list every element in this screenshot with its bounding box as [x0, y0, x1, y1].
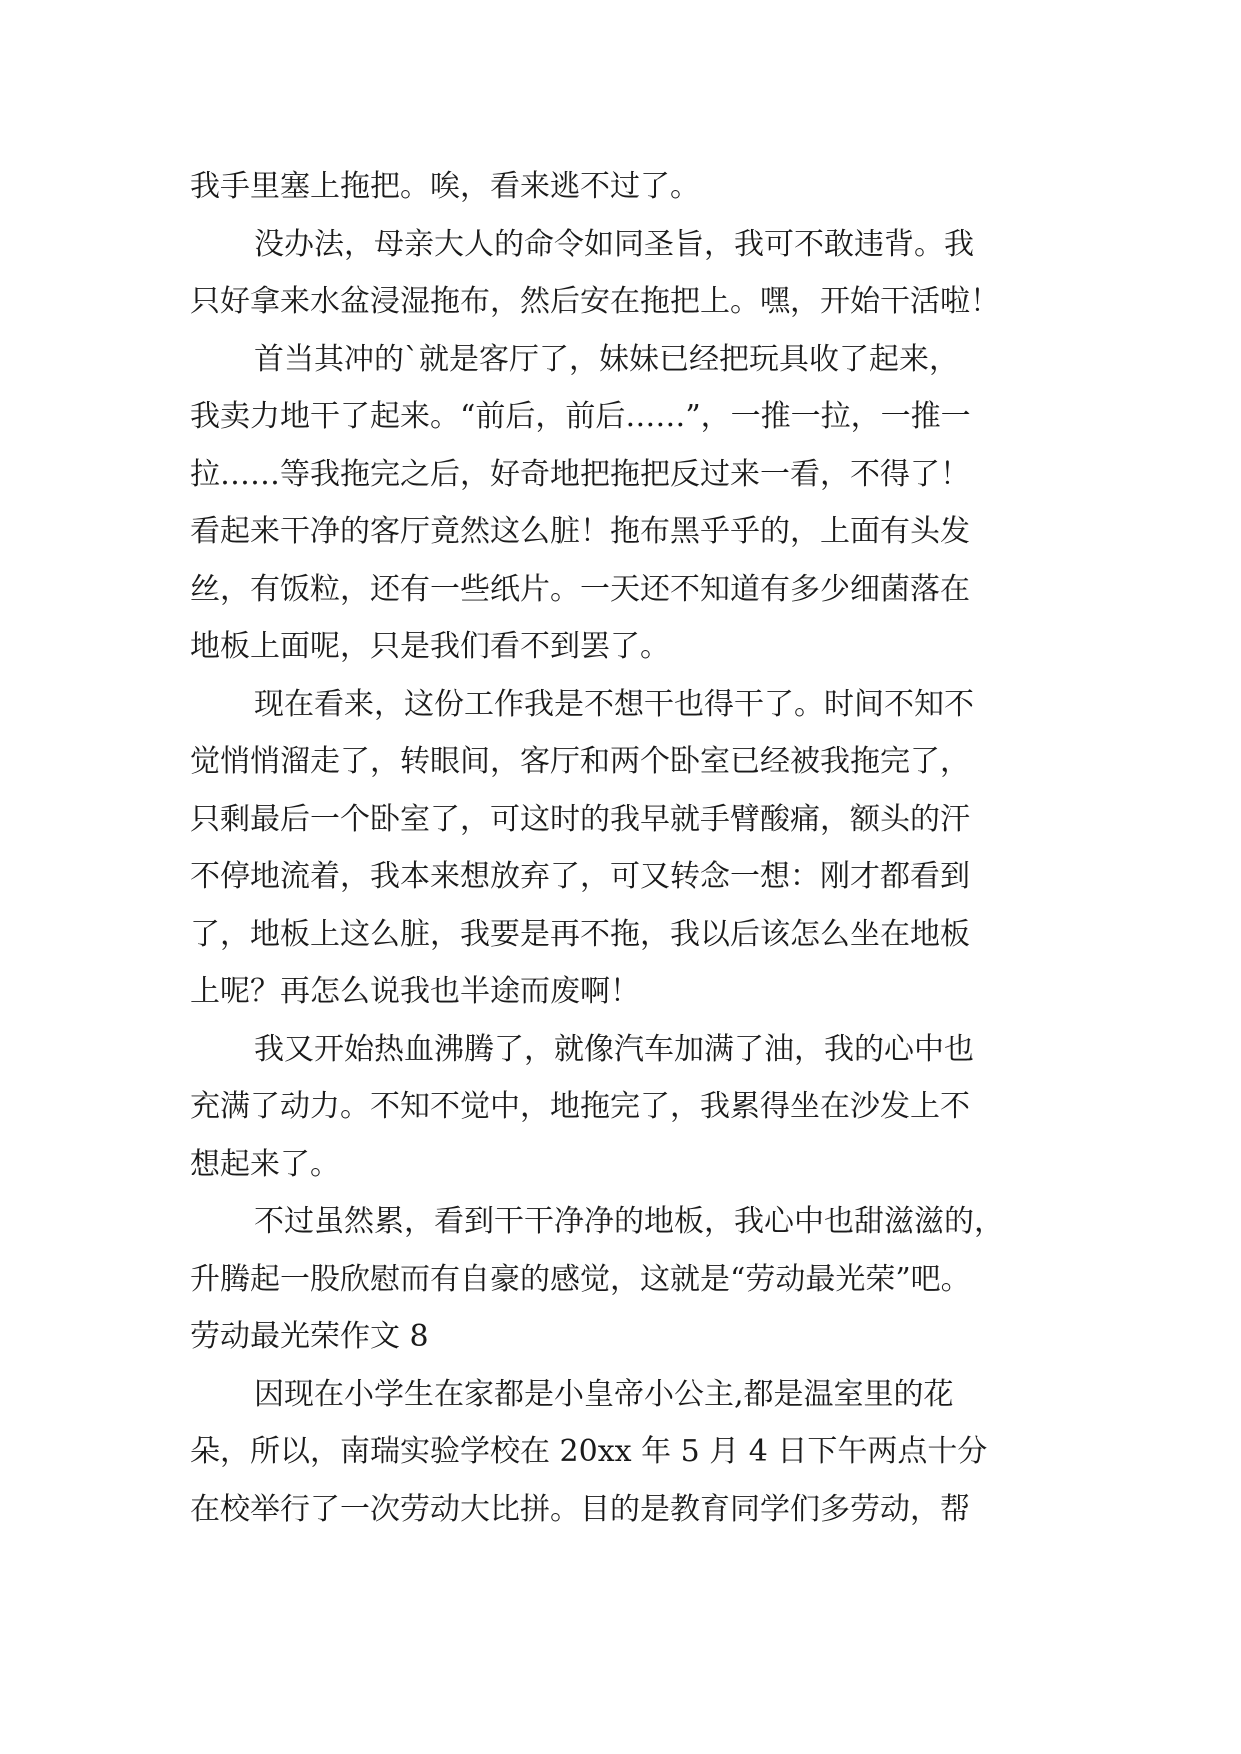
- text-line: 丝，有饭粒，还有一些纸片。一天还不知道有多少细菌落在: [190, 571, 970, 607]
- paragraph-start-line: 我又开始热血沸腾了，就像汽车加满了油，我的心中也: [254, 1031, 974, 1067]
- text-line: 上呢？再怎么说我也半途而废啊！: [190, 974, 640, 1009]
- text-line: 我卖力地干了起来。“前后，前后……”，一推一拉，一推一: [190, 399, 971, 434]
- paragraph-start-line: 不过虽然累，看到干干净净的地板，我心中也甜滋滋的，: [254, 1204, 1004, 1239]
- text-line: 升腾起一股欣慰而有自豪的感觉，这就是“劳动最光荣”吧。: [190, 1261, 971, 1297]
- text-line: 朵，所以，南瑞实验学校在 20xx 年 5 月 4 日下午两点十分: [190, 1434, 988, 1469]
- text-line: 拉……等我拖完之后，好奇地把拖把反过来一看，不得了！: [190, 456, 970, 492]
- text-line: 只好拿来水盆浸湿拖布，然后安在拖把上。嘿，开始干活啦！: [190, 284, 1000, 319]
- text-line: 我手里塞上拖把。唉，看来逃不过了。: [190, 169, 700, 204]
- section-heading: 劳动最光荣作文 8: [190, 1319, 429, 1354]
- text-line: 觉悄悄溜走了，转眼间，客厅和两个卧室已经被我拖完了，: [190, 744, 970, 779]
- paragraph-start-line: 没办法，母亲大人的命令如同圣旨，我可不敢违背。我: [254, 226, 974, 262]
- paragraph-start-line: 首当其冲的`就是客厅了，妹妹已经把玩具收了起来，: [254, 341, 959, 377]
- text-line: 在校举行了一次劳动大比拼。目的是教育同学们多劳动，帮: [190, 1491, 970, 1527]
- text-line: 看起来干净的客厅竟然这么脏！拖布黑乎乎的，上面有头发: [190, 514, 970, 549]
- text-line: 只剩最后一个卧室了，可这时的我早就手臂酸痛，额头的汗: [190, 801, 970, 837]
- text-line: 充满了动力。不知不觉中，地拖完了，我累得坐在沙发上不: [190, 1089, 970, 1124]
- paragraph-start-line: 现在看来，这份工作我是不想干也得干了。时间不知不: [254, 686, 974, 722]
- paragraph-start-line: 因现在小学生在家都是小皇帝小公主,都是温室里的花: [254, 1376, 954, 1412]
- text-line: 不停地流着，我本来想放弃了，可又转念一想：刚才都看到: [190, 859, 970, 894]
- text-line: 地板上面呢，只是我们看不到罢了。: [190, 629, 670, 664]
- text-line: 了，地板上这么脏，我要是再不拖，我以后该怎么坐在地板: [190, 916, 970, 952]
- text-line: 想起来了。: [190, 1146, 340, 1182]
- document-body: [190, 158, 1070, 1538]
